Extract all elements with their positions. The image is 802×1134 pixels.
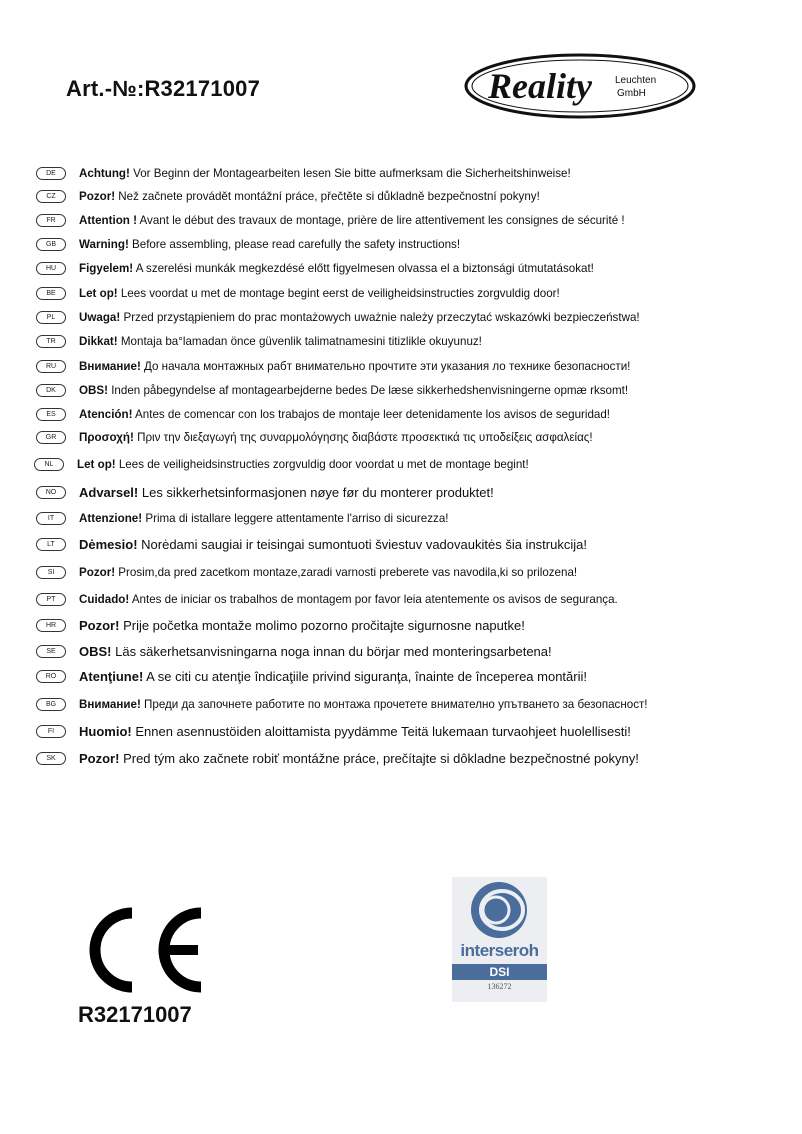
- warning-row-gr: [36, 427, 593, 447]
- warning-text: [79, 537, 587, 552]
- logo-line1: Leuchten: [615, 75, 657, 86]
- warning-row-tr: [36, 331, 482, 351]
- warning-heading: Warning!: [79, 237, 129, 251]
- warning-text: [79, 335, 482, 348]
- warning-row-lt: [36, 534, 587, 554]
- warning-body: Läs säkerhetsanvisningarna noga innan du börjar med monteringsarbetena!: [111, 643, 552, 659]
- warning-body: A szerelési munkák megkezdésé előtt figyelmesen olvassa el a biztonsági útmutatásokat!: [133, 261, 594, 275]
- warning-row-pl: [36, 307, 640, 327]
- warning-heading: Внимание!: [79, 697, 141, 711]
- warning-row-be: [36, 283, 560, 303]
- interseroh-name: interseroh: [460, 941, 539, 960]
- ce-mark-icon: [80, 905, 210, 995]
- warning-row-fr: [36, 210, 625, 230]
- logo-line2: GmbH: [617, 88, 646, 99]
- warning-row-si: [36, 562, 577, 582]
- warning-text: [77, 458, 529, 471]
- interseroh-number: 136272: [487, 982, 512, 991]
- language-code-badge: HU: [36, 262, 66, 275]
- language-code-badge: RU: [36, 360, 66, 373]
- language-code-badge: NL: [34, 458, 64, 471]
- warning-row-de: [36, 163, 571, 183]
- language-code-badge: DK: [36, 384, 66, 397]
- warning-row-pt: [36, 589, 618, 609]
- warning-row-gb: [36, 234, 460, 254]
- language-code-badge: SI: [36, 566, 66, 579]
- warning-body: Vor Beginn der Montagearbeiten lesen Sie bitte aufmerksam die Sicherheitshinweise!: [129, 166, 571, 180]
- warning-body: Avant le début des travaux de montage, prière de lire attentivement les consignes de sécurité !: [136, 213, 625, 227]
- warning-body: Преди да започнете работите по монтажа прочетете внимателно упътването за безопасност!: [140, 697, 648, 711]
- warning-text: [79, 512, 449, 525]
- language-code-badge: IT: [36, 512, 66, 525]
- warning-body: Montaja ba°lamadan önce güvenlik talimatnamesini titizlikle okuyunuz!: [117, 334, 482, 348]
- warning-heading: Attention !: [79, 213, 137, 227]
- warning-heading: Let op!: [79, 286, 118, 300]
- warning-body: Lees de veiligheidsinstructies zorgvuldig door voordat u met de montage begint!: [115, 457, 529, 471]
- warning-heading: Pozor!: [79, 617, 120, 633]
- warning-text: [79, 669, 587, 684]
- language-code-badge: GR: [36, 431, 66, 444]
- warning-row-ro: [36, 666, 587, 686]
- warning-row-se: [36, 641, 552, 661]
- warning-text: [79, 190, 540, 203]
- warning-text: [79, 698, 648, 711]
- warning-heading: Figyelem!: [79, 261, 134, 275]
- warning-body: Prima di istallare leggere attentamente l'arriso di sicurezza!: [142, 511, 449, 525]
- language-code-badge: FI: [36, 725, 66, 738]
- warning-heading: Huomio!: [79, 723, 132, 739]
- warning-heading: Atención!: [79, 407, 133, 421]
- warning-row-ru: [36, 356, 630, 376]
- warning-text: [79, 262, 594, 275]
- warning-text: [79, 214, 625, 227]
- warning-body: Pred tým ako začnete robiť montážne práce, prečítajte si dôkladne bezpečnostné pokyny!: [119, 750, 639, 766]
- warning-heading: Let op!: [77, 457, 116, 471]
- warning-text: [79, 384, 628, 397]
- interseroh-dsi-label: DSI: [452, 964, 547, 980]
- warning-body: Norėdami saugiai ir teisingai sumontuoti šviestuv vadovaukitės šia instrukcija!: [137, 536, 587, 552]
- language-code-badge: LT: [36, 538, 66, 551]
- language-code-badge: PT: [36, 593, 66, 606]
- warning-body: Než začnete provádět montážní práce, přečtěte si důkladně bezpečnostní pokyny!: [115, 189, 540, 203]
- warning-row-no: [36, 482, 494, 502]
- language-code-badge: GB: [36, 238, 66, 251]
- warning-body: Ennen asennustöiden aloittamista pyydämme Teitä lukemaan turvaohjeet huolellisesti!: [131, 723, 631, 739]
- warning-body: Antes de comencar con los trabajos de montaje leer detenidamente los avisos de seguridad!: [132, 407, 611, 421]
- interseroh-emblem-icon: [452, 877, 547, 947]
- warning-row-es: [36, 404, 610, 424]
- warning-row-sk: [36, 748, 639, 768]
- warning-body: Prije početka montaže molimo pozorno pročitajte sigurnosne naputke!: [119, 617, 525, 633]
- warning-heading: Atenţiune!: [79, 668, 144, 684]
- language-code-badge: HR: [36, 619, 66, 632]
- warning-heading: Внимание!: [79, 359, 141, 373]
- warning-body: Prosim,da pred zacetkom montaze,zaradi varnosti preberete vas navodila,ki so prilozena!: [115, 565, 578, 579]
- reality-leuchten-logo: [464, 53, 696, 119]
- warning-heading: OBS!: [79, 383, 108, 397]
- ce-product-number: R32171007: [78, 1002, 192, 1027]
- warning-row-dk: [36, 380, 628, 400]
- warning-text: [79, 311, 640, 324]
- language-code-badge: DE: [36, 167, 66, 180]
- warning-body: Inden påbegyndelse af montagearbejderne bedes De læse sikkerhedshenvisningerne opmæ rksomt!: [107, 383, 629, 397]
- warning-body: A se citi cu atenţie îndicaţiile privind siguranţa, înainte de începerea montării!: [143, 668, 587, 684]
- warning-heading: Pozor!: [79, 189, 116, 203]
- language-code-badge: FR: [36, 214, 66, 227]
- warning-text: [79, 751, 639, 766]
- warning-row-hu: [36, 258, 594, 278]
- language-code-badge: TR: [36, 335, 66, 348]
- language-code-badge: SK: [36, 752, 66, 765]
- warning-text: [79, 566, 577, 579]
- warning-heading: Attenzione!: [79, 511, 143, 525]
- language-code-badge: NO: [36, 486, 66, 499]
- warning-text: [79, 238, 460, 251]
- warning-text: [79, 618, 525, 633]
- article-number: Art.-№:R32171007: [66, 76, 261, 101]
- warning-heading: Pozor!: [79, 565, 116, 579]
- language-code-badge: RO: [36, 670, 66, 683]
- warning-body: Lees voordat u met de montage begint eerst de veiligheidsinstructies zorgvuldig door!: [117, 286, 560, 300]
- warning-heading: Dėmesio!: [79, 536, 138, 552]
- warning-heading: OBS!: [79, 643, 112, 659]
- warning-text: [79, 724, 631, 739]
- interseroh-dsi-logo: [452, 877, 547, 1002]
- warning-text: [79, 287, 560, 300]
- warning-body: Przed przystąpieniem do prac montażowych uważnie należy przeczytać wskazówki bezpieczeństwa!: [120, 310, 640, 324]
- warning-body: Before assembling, please read carefully the safety instructions!: [128, 237, 461, 251]
- language-code-badge: PL: [36, 311, 66, 324]
- language-code-badge: CZ: [36, 190, 66, 203]
- logo-brand: Reality: [488, 66, 592, 106]
- warning-text: [79, 408, 610, 421]
- warning-body: До начала монтажных рабт внимательно прочтите эти указания ло технике безопасности!: [140, 359, 631, 373]
- language-code-badge: BG: [36, 698, 66, 711]
- language-code-badge: SE: [36, 645, 66, 658]
- warning-heading: Προσοχή!: [79, 430, 134, 444]
- warning-text: [79, 644, 552, 659]
- warning-text: [79, 485, 494, 500]
- warning-heading: Uwaga!: [79, 310, 121, 324]
- warning-row-nl: [34, 454, 529, 474]
- warning-heading: Advarsel!: [79, 484, 139, 500]
- language-code-badge: BE: [36, 287, 66, 300]
- warning-heading: Pozor!: [79, 750, 120, 766]
- warning-text: [79, 167, 571, 180]
- warning-text: [79, 431, 593, 444]
- warning-row-fi: [36, 721, 631, 741]
- warning-body: Antes de iniciar os trabalhos de montagem por favor leia atentemente os avisos de segurança.: [129, 592, 618, 606]
- warning-heading: Cuidado!: [79, 592, 130, 606]
- language-code-badge: ES: [36, 408, 66, 421]
- warning-row-bg: [36, 694, 648, 714]
- warning-text: [79, 593, 618, 606]
- warning-heading: Dikkat!: [79, 334, 118, 348]
- warning-heading: Achtung!: [79, 166, 130, 180]
- warning-row-hr: [36, 615, 525, 635]
- warning-body: Πριν την διεξαγωγή της συναρμολόγησης διαβάστε προσεκτικά τις υποδείξεις ασφαλείας!: [133, 430, 593, 444]
- warning-body: Les sikkerhetsinformasjonen nøye før du monterer produktet!: [138, 484, 494, 500]
- warning-text: [79, 360, 630, 373]
- warning-row-cz: [36, 186, 540, 206]
- warning-row-it: [36, 508, 449, 528]
